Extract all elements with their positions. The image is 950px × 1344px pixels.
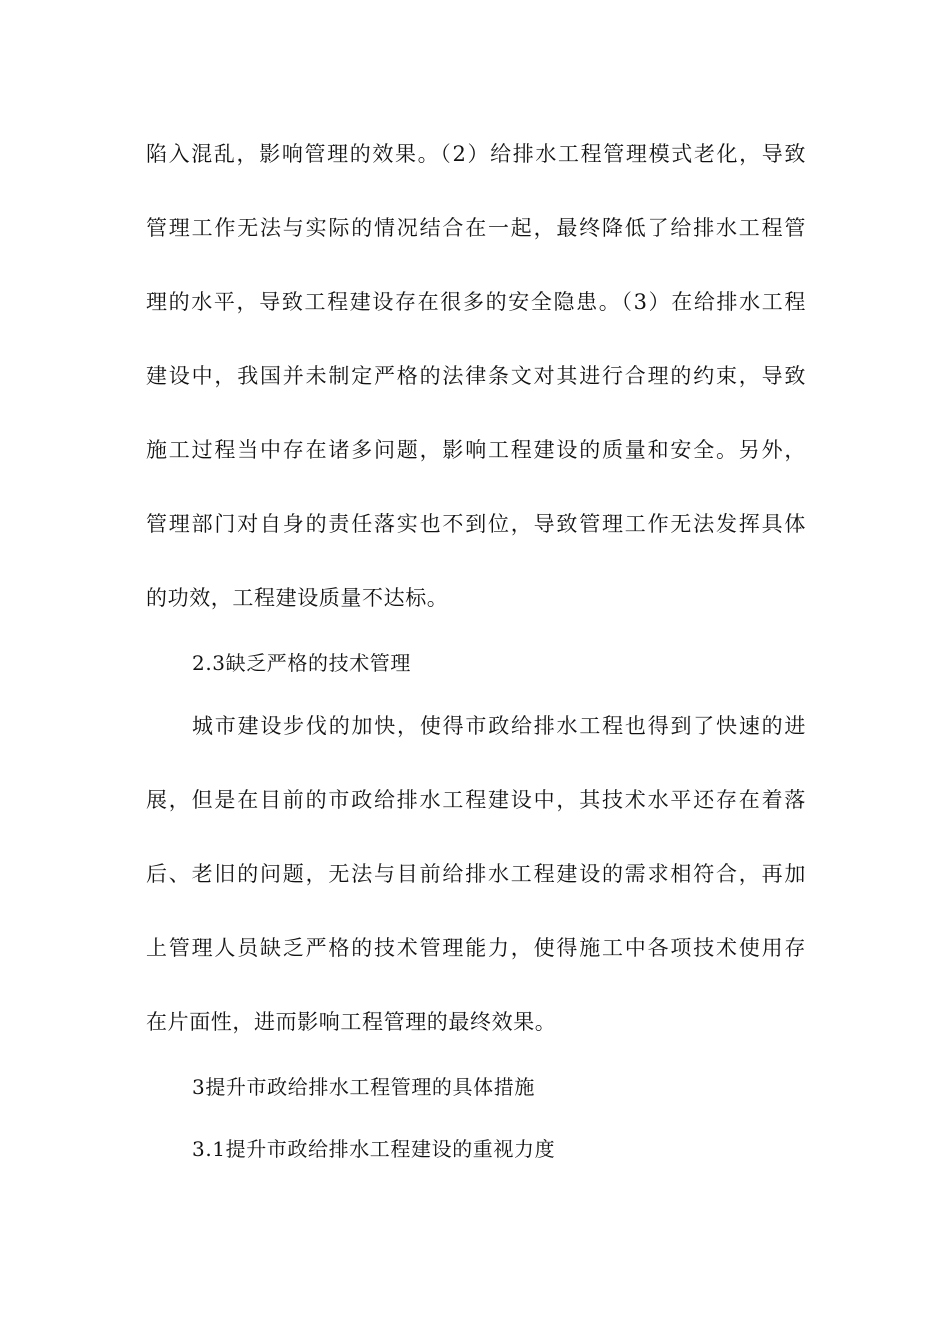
- paragraph-line: 建设中，我国并未制定严格的法律条文对其进行合理的约束，导致: [146, 364, 806, 388]
- paragraph-line: 陷入混乱，影响管理的效果。（2）给排水工程管理模式老化，导致: [146, 142, 806, 166]
- paragraph-line: 管理部门对自身的责任落实也不到位，导致管理工作无法发挥具体: [146, 512, 806, 536]
- section-heading-2-3: 2.3缺乏严格的技术管理: [192, 651, 412, 675]
- paragraph-line: 管理工作无法与实际的情况结合在一起，最终降低了给排水工程管: [146, 216, 806, 240]
- paragraph-line: 后、老旧的问题，无法与目前给排水工程建设的需求相符合，再加: [146, 862, 806, 886]
- paragraph-line: 的功效，工程建设质量不达标。: [146, 586, 449, 610]
- paragraph-line: 上管理人员缺乏严格的技术管理能力，使得施工中各项技术使用存: [146, 936, 806, 960]
- paragraph-line: 展，但是在目前的市政给排水工程建设中，其技术水平还存在着落: [146, 788, 806, 812]
- paragraph-line: 施工过程当中存在诸多问题，影响工程建设的质量和安全。另外，: [146, 438, 806, 462]
- section-heading-3: 3提升市政给排水工程管理的具体措施: [192, 1075, 535, 1099]
- paragraph-line: 城市建设步伐的加快，使得市政给排水工程也得到了快速的进: [192, 714, 806, 738]
- paragraph-line: 理的水平，导致工程建设存在很多的安全隐患。（3）在给排水工程: [146, 290, 806, 314]
- paragraph-line: 在片面性，进而影响工程管理的最终效果。: [146, 1010, 557, 1034]
- section-heading-3-1: 3.1提升市政给排水工程建设的重视力度: [192, 1137, 556, 1161]
